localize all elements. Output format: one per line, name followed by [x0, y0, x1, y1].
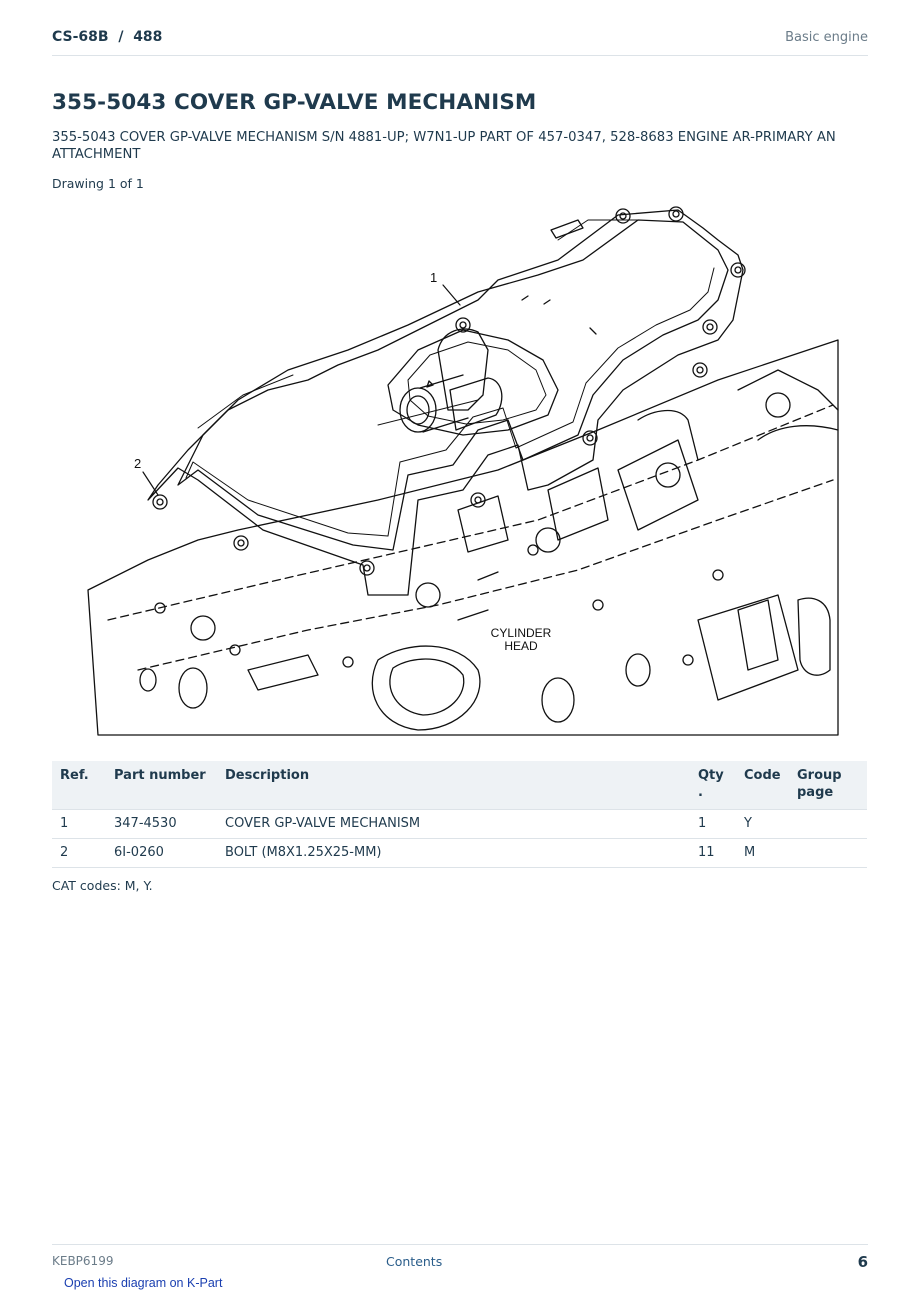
- page-title: 355-5043 COVER GP-VALVE MECHANISM: [52, 90, 537, 115]
- flange-bolts: [153, 207, 745, 575]
- page-number: 6: [857, 1253, 868, 1271]
- row-description: COVER GP-VALVE MECHANISM: [217, 810, 690, 839]
- document-id: KEBP6199: [52, 1254, 114, 1268]
- row-ref: 2: [52, 839, 106, 868]
- row-code: Y: [736, 810, 789, 839]
- row-code: M: [736, 839, 789, 868]
- breadcrumb: CS-68B / 488: [52, 29, 163, 45]
- page-header: [52, 28, 868, 56]
- callout-2: 2: [134, 456, 142, 471]
- col-ref: Ref.: [52, 761, 106, 810]
- row-group-page: [789, 810, 867, 839]
- contents-link[interactable]: Contents: [386, 1254, 443, 1269]
- cat-codes-note: CAT codes: M, Y.: [52, 878, 153, 893]
- col-group-page: Group page: [789, 761, 867, 810]
- row-ref: 1: [52, 810, 106, 839]
- open-in-kpart-link[interactable]: Open this diagram on K-Part: [64, 1276, 223, 1290]
- col-qty: Qty .: [690, 761, 736, 810]
- table-row: [52, 839, 867, 868]
- col-description: Description: [217, 761, 690, 810]
- section-name: Basic engine: [785, 30, 868, 45]
- page-subtitle: 355-5043 COVER GP-VALVE MECHANISM S/N 4881-UP; W7N1-UP PART OF 457-0347, 528-8683 ENGINE AR-PRIMARY AN ATTACHMENT: [52, 130, 836, 162]
- col-part-number: Part number: [106, 761, 217, 810]
- table-header-row: [52, 761, 867, 810]
- valve-cover-body: [178, 220, 728, 550]
- callout-1: 1: [430, 270, 438, 285]
- row-qty: 11: [690, 839, 736, 868]
- row-part-number: 347-4530: [106, 810, 217, 839]
- drawing-label: Drawing 1 of 1: [52, 176, 144, 191]
- table-row: [52, 810, 867, 839]
- col-code: Code: [736, 761, 789, 810]
- row-group-page: [789, 839, 867, 868]
- parts-drawing: [78, 200, 844, 740]
- row-qty: 1: [690, 810, 736, 839]
- cylinder-head-label-line2: HEAD: [504, 639, 538, 653]
- row-description: BOLT (M8X1.25X25-MM): [217, 839, 690, 868]
- parts-table: [52, 761, 867, 868]
- page-footer: [52, 1244, 868, 1275]
- row-part-number: 6I-0260: [106, 839, 217, 868]
- cylinder-head-label-line1: CYLINDER: [490, 626, 552, 640]
